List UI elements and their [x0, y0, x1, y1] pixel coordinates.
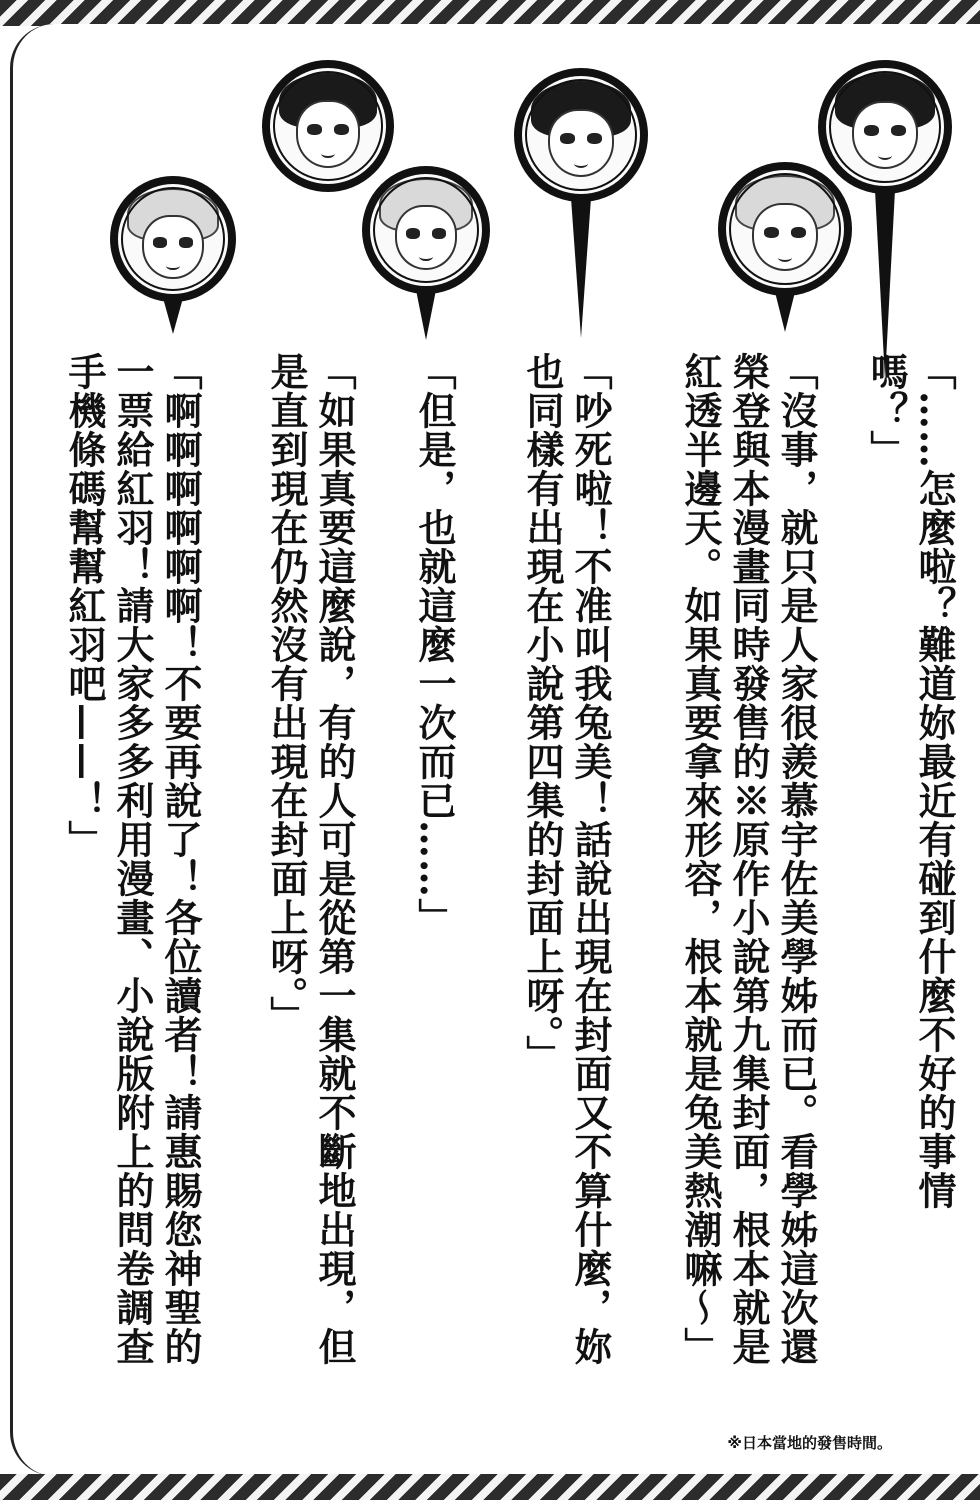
footnote: ※日本當地的發售時間。 [727, 1434, 892, 1452]
black-hair-girl-icon [262, 60, 394, 192]
dark-hair-girl-icon [818, 60, 952, 194]
dialogue-line-4: 「但是，也就這麼一次而已……」 [412, 352, 457, 937]
bottom-border-stripe [0, 1474, 980, 1500]
dialogue-line-2: 「沒事，就只是人家很羨慕宇佐美學姊而已。看學姊這次還榮登與本漫畫同時發售的※原作小說第九集封面，根本就是紅透半邊天。如果真要拿來形容，根本就是兔美熱潮嘛～」 [678, 352, 819, 1366]
dialogue-line-6: 「啊啊啊啊啊啊！不要再說了！各位讀者！請惠賜您神聖的一票給紅羽！請大家多多利用漫畫、小說版附上的問卷調查手機條碼幫幫紅羽吧——！」 [62, 352, 203, 1366]
dialogue-line-1: 「……怎麼啦？難道妳最近有碰到什麼不好的事情嗎？」 [864, 352, 957, 1210]
dialogue-line-5: 「如果真要這麼說，有的人可是從第一集就不斷地出現，但是直到現在仍然沒有出現在封面上呀。」 [264, 352, 357, 1366]
twintail-girl-icon [514, 68, 648, 202]
dialogue-line-3: 「吵死啦！不准叫我兔美！話說出現在封面又不算什麼，妳也同樣有出現在小說第四集的封面上呀。」 [520, 352, 613, 1366]
top-border-stripe [0, 0, 980, 26]
light-hair-girl-icon [718, 162, 852, 296]
crying-girl-icon [110, 176, 236, 302]
glasses-girl-icon [362, 166, 490, 294]
